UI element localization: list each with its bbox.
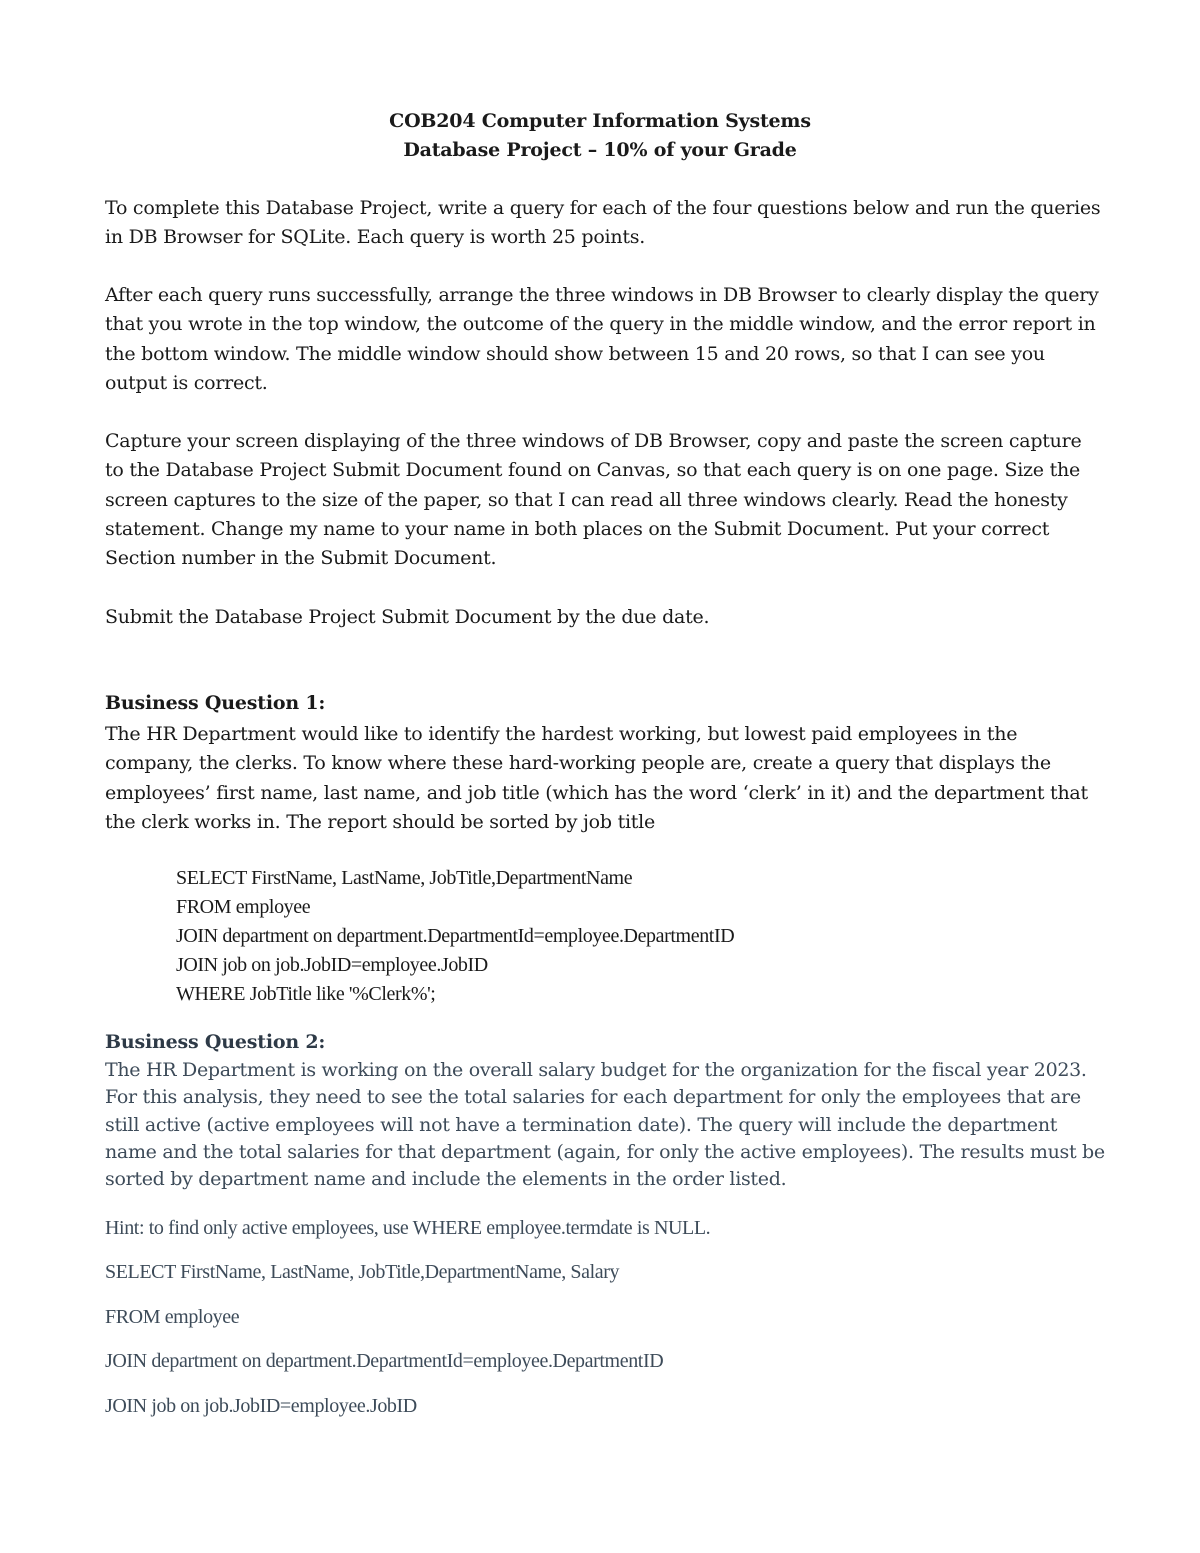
document-title: COB204 Computer Information Systems	[389, 110, 811, 132]
question-1-query-line: WHERE JobTitle like '%Clerk%';	[176, 983, 436, 1005]
question-1-heading: Business Question 1:	[105, 692, 326, 714]
document-subtitle: Database Project – 10% of your Grade	[403, 139, 797, 161]
question-1-query-line: JOIN department on department.DepartmentId=employee.DepartmentID	[176, 925, 735, 947]
question-1-query-line: FROM employee	[176, 896, 311, 918]
question-1-text: The HR Department would like to identify the hardest working, but lowest paid employees in the company, the clerks. To know where these hard-working people are, create a query that displays the employees’ first name, last name, and job title (which has the word ‘clerk’ in it) and the department that the clerk works in. The report should be sorted by job title	[105, 723, 1088, 833]
intro-paragraph-2: After each query runs successfully, arrange the three windows in DB Browser to clearly display the query that you wrote in the top window, the outcome of the query in the middle window, and the error report in the bottom window. The middle window should show between 15 and 20 rows, so that I can see you output is correct.	[105, 284, 1099, 394]
question-2-query-line: JOIN department on department.DepartmentId=employee.DepartmentID	[105, 1350, 664, 1372]
question-2-query-line: FROM employee	[105, 1306, 240, 1328]
question-2-text: The HR Department is working on the overall salary budget for the organization for the fiscal year 2023. For this analysis, they need to see the total salaries for each department for only the employees that are still active (active employees will not have a termination date). The query will include the department name and the total salaries for that department (again, for only the active employees). The results must be sorted by department name and include the elements in the order listed.	[105, 1059, 1105, 1191]
intro-paragraph-4: Submit the Database Project Submit Document by the due date.	[105, 606, 710, 628]
question-2-hint: Hint: to find only active employees, use WHERE employee.termdate is NULL.	[105, 1217, 711, 1239]
question-2-query-line: SELECT FirstName, LastName, JobTitle,DepartmentName, Salary	[105, 1261, 620, 1283]
question-1-query-line: SELECT FirstName, LastName, JobTitle,DepartmentName	[176, 867, 633, 889]
question-2-heading: Business Question 2:	[105, 1031, 326, 1053]
intro-paragraph-1: To complete this Database Project, write a query for each of the four questions below and run the queries in DB Browser for SQLite. Each query is worth 25 points.	[105, 197, 1101, 249]
intro-paragraph-3: Capture your screen displaying of the three windows of DB Browser, copy and paste the screen capture to the Database Project Submit Document found on Canvas, so that each query is on one page. Size the screen captures to the size of the paper, so that I can read all three windows clearly. Read the honesty statement. Change my name to your name in both places on the Submit Document. Put your correct Section number in the Submit Document.	[105, 430, 1082, 570]
question-2-query-line: JOIN job on job.JobID=employee.JobID	[105, 1395, 417, 1417]
question-1-query-line: JOIN job on job.JobID=employee.JobID	[176, 954, 488, 976]
